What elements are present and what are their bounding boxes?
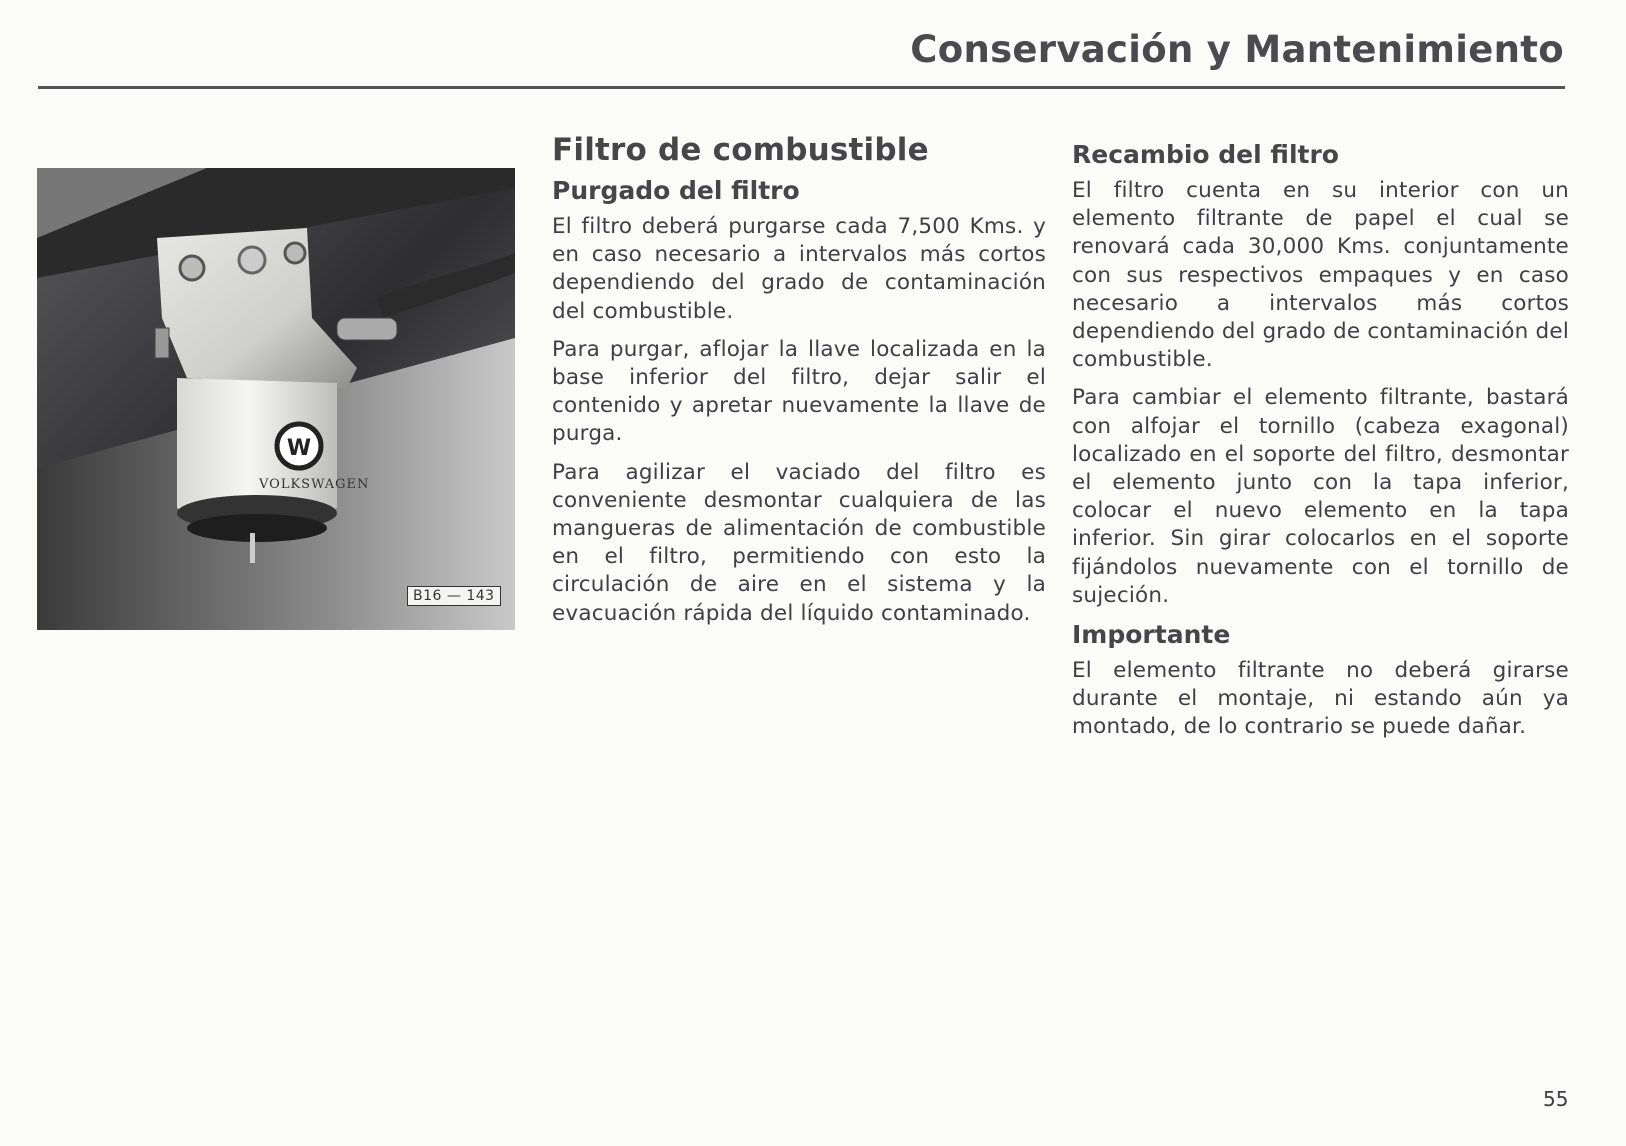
subsection-title-recambio: Recambio del filtro <box>1072 140 1339 169</box>
page-number: 55 <box>1543 1087 1569 1111</box>
header-rule <box>38 86 1565 89</box>
right-text-column <box>1072 140 1569 752</box>
section-title: Filtro de combustible <box>552 132 929 168</box>
paragraph: Para agilizar el vaciado del filtro es conveniente desmontar cualquiera de las mangueras de alimentación de combustible en el filtro, permitiendo con esto la circulación de aire en el sistema y la evacuación rápida del líquido contaminado. <box>552 459 1046 626</box>
page-title: Conservación y Mantenimiento <box>910 28 1564 71</box>
paragraph: El filtro deberá purgarse cada 7,500 Kms. y en caso necesario a intervalos más cortos dependiendo del grado de contaminación del combustible. <box>552 214 1046 324</box>
paragraph: El elemento filtrante no deberá girarse durante el montaje, ni estando aún ya montado, de lo contrario se puede dañar. <box>1072 658 1569 740</box>
svg-text:W: W <box>286 436 312 461</box>
subsection-title-importante: Importante <box>1072 620 1231 650</box>
paragraph: Para purgar, aflojar la llave localizada en la base inferior del filtro, dejar salir el contenido y apretar nuevamente la llave de purga. <box>552 336 1046 447</box>
fuel-filter-illustration <box>37 168 515 630</box>
left-text-column <box>552 132 1046 638</box>
subsection-title-purgado: Purgado del filtro <box>552 176 800 205</box>
paragraph: Para cambiar el elemento filtrante, bastará con alfojar el tornillo (cabeza exagonal) localizado en el soporte del filtro, desmontar el elemento junto con la tapa inferior, colocar el nuevo elemento en la tapa inferior. Sin girar colocarlos en el soporte fijándolos nuevamente con el tornillo de sujeción. <box>1072 385 1569 608</box>
vw-logo-icon <box>277 424 321 468</box>
brand-text: VOLKSWAGEN <box>259 477 370 492</box>
paragraph: El filtro cuenta en su interior con un elemento filtrante de papel el cual se renovará cada 30,000 Kms. conjuntamente con sus respectivos empaques y en caso necesario a intervalos más cortos dependiendo del grado de contaminación del combustible. <box>1072 178 1569 373</box>
figure-label: B16 — 143 <box>407 586 501 606</box>
fuel-filter-photo <box>37 168 515 630</box>
